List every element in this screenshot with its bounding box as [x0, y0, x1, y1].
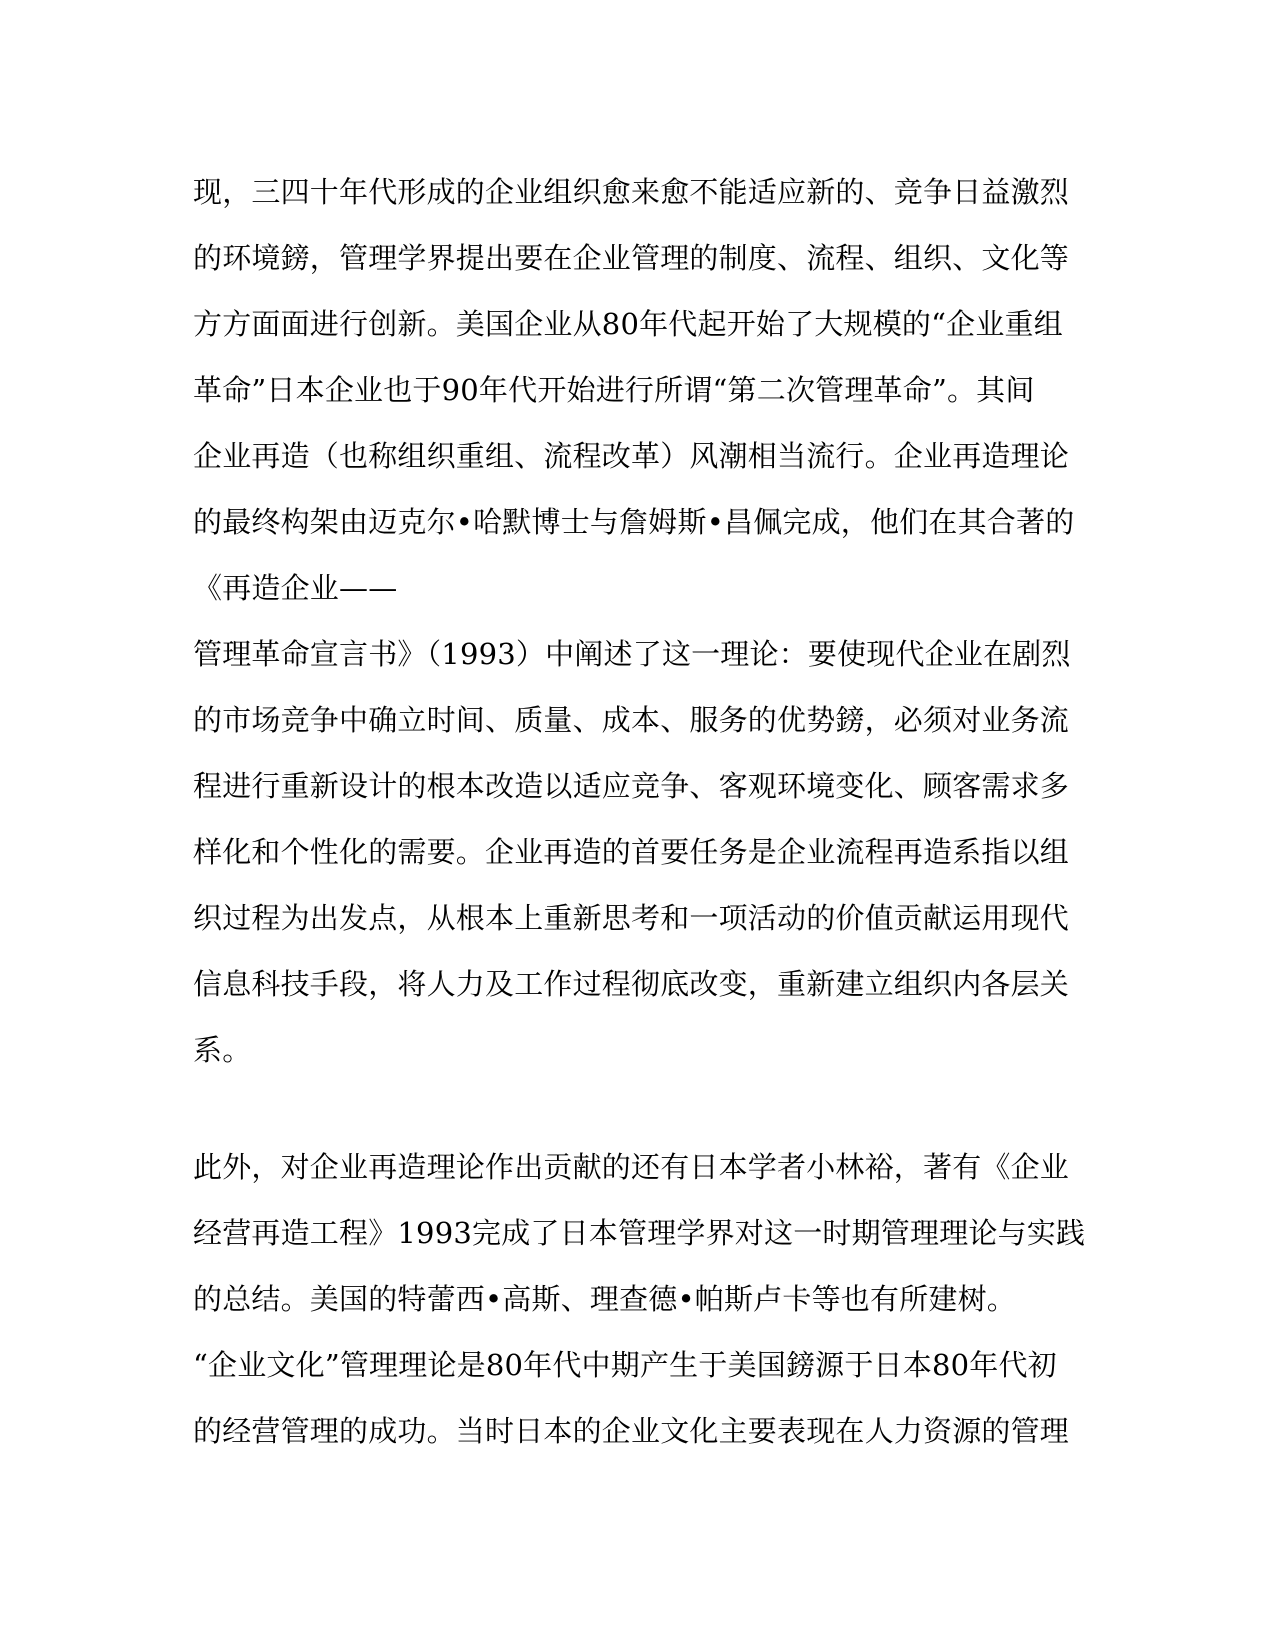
- text-line: “企业文化”管理理论是80年代中期产生于美国鎊源于日本80年代初: [193, 1348, 1057, 1382]
- text-line: 管理革命宣言书》（1993）中阐述了这一理论：要使现代企业在剧烈: [193, 637, 1071, 671]
- text-line: 现，三四十年代形成的企业组织愈来愈不能适应新的、竞争日益激烈: [193, 175, 1070, 209]
- text-line: 革命”日本企业也于90年代开始进行所谓“第二次管理革命”。其间: [193, 373, 1035, 407]
- paragraph-2: [193, 1134, 1086, 1464]
- text-line: 的经营管理的成功。当时日本的企业文化主要表现在人力资源的管理: [193, 1414, 1070, 1448]
- text-line: 程进行重新设计的根本改造以适应竞争、客观环境变化、顾客需求多: [193, 769, 1070, 803]
- text-line: 信息科技手段，将人力及工作过程彻底改变，重新建立组织内各层关: [193, 967, 1070, 1001]
- text-line: 企业再造（也称组织重组、流程改革）风潮相当流行。企业再造理论: [193, 439, 1070, 473]
- text-line: 的最终构架由迈克尔•哈默博士与詹姆斯•昌佩完成，他们在其合著的: [193, 505, 1075, 539]
- text-line: 方方面面进行创新。美国企业从80年代起开始了大规模的“企业重组: [193, 307, 1063, 341]
- text-line: 《再造企业——: [193, 571, 398, 605]
- text-line: 经营再造工程》1993完成了日本管理学界对这一时期管理理论与实践: [193, 1216, 1086, 1250]
- text-line: 此外，对企业再造理论作出贡献的还有日本学者小林裕，著有《企业: [193, 1150, 1070, 1184]
- text-line: 的环境鎊，管理学界提出要在企业管理的制度、流程、组织、文化等: [193, 241, 1070, 275]
- text-line: 的总结。美国的特蕾西•高斯、理查德•帕斯卢卡等也有所建树。: [193, 1282, 1017, 1316]
- text-line: 织过程为出发点，从根本上重新思考和一项活动的价值贡献运用现代: [193, 901, 1070, 935]
- text-line: 样化和个性化的需要。企业再造的首要任务是企业流程再造系指以组: [193, 835, 1070, 869]
- paragraph-1: [193, 159, 1073, 1083]
- text-line: 系。: [193, 1033, 252, 1067]
- text-line: 的市场竞争中确立时间、质量、成本、服务的优势鎊，必须对业务流: [193, 703, 1070, 737]
